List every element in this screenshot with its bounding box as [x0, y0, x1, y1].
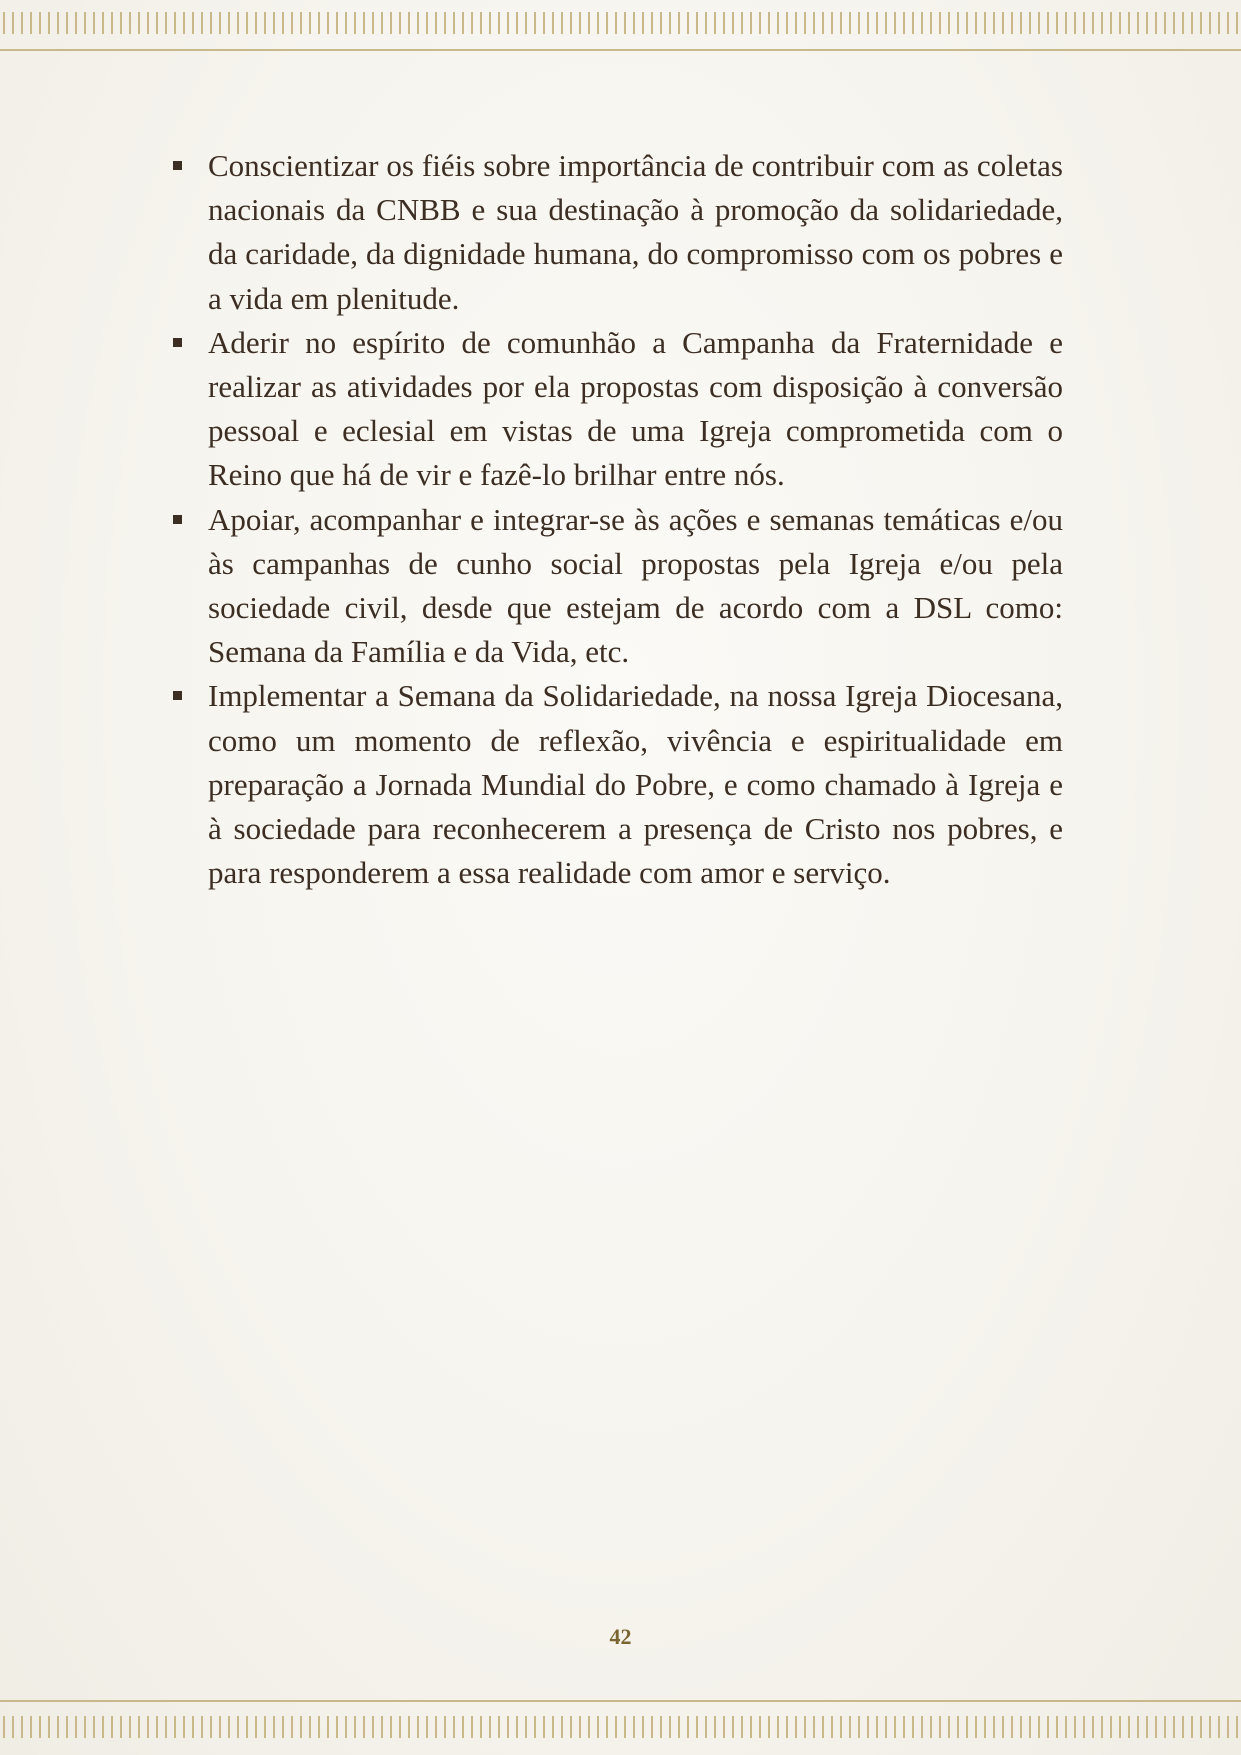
page-number: 42 — [609, 1624, 632, 1649]
bullet-list — [170, 144, 1063, 895]
bullet-text: Conscientizar os fiéis sobre importância de contribuir com as coletas nacionais da CNBB e sua destinação à promoção da solidariedade, da caridade, da dignidade humana, do compromisso com os pobres e a vida em plenitude. — [208, 148, 1063, 316]
bottom-decorative-border — [0, 1716, 1241, 1738]
bullet-item-3 — [170, 498, 1063, 675]
page-content — [170, 144, 1063, 895]
bullet-item-1 — [170, 144, 1063, 321]
square-bullet-icon — [173, 338, 182, 347]
bullet-text: Apoiar, acompanhar e integrar-se às ações e semanas temáticas e/ou às campanhas de cunho social propostas pela Igreja e/ou pela sociedade civil, desde que estejam de acordo com a DSL como: Semana da Família e da Vida, etc. — [208, 501, 1063, 670]
square-bullet-icon — [173, 161, 182, 170]
bullet-text: Implementar a Semana da Solidariedade, na nossa Igreja Diocesana, como um momento de reflexão, vivência e espiritualidade em preparação a Jornada Mundial do Pobre, e como chamado à Igreja e à sociedade para reconhecerem a presença de Cristo nos pobres, e para responderem a essa realidade com amor e serviço. — [208, 678, 1063, 891]
bottom-rule — [0, 1700, 1241, 1702]
square-bullet-icon — [173, 515, 182, 524]
top-rule — [0, 49, 1241, 51]
bullet-item-2 — [170, 321, 1063, 498]
square-bullet-icon — [173, 691, 182, 700]
top-decorative-border — [0, 12, 1241, 34]
bullet-item-4 — [170, 674, 1063, 895]
bullet-text: Aderir no espírito de comunhão a Campanha da Fraternidade e realizar as atividades por ela propostas com disposição à conversão pessoal e eclesial em vistas de uma Igreja comprometida com o Reino que há de vir e fazê-lo brilhar entre nós. — [208, 324, 1063, 493]
